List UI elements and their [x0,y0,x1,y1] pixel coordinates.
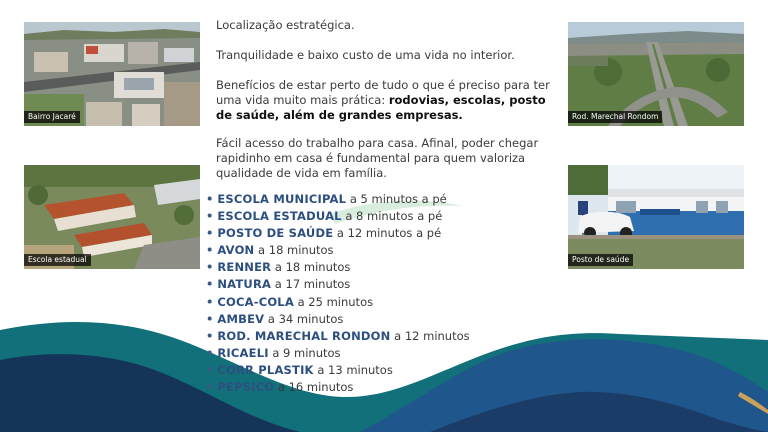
distance-time: a 16 minutos [277,380,354,395]
distance-time: a 5 minutos a pé [349,192,447,206]
distance-item [206,311,470,328]
distance-item [206,379,470,396]
intro-line-tranquility: Tranquilidade e baixo custo de uma vida no interior. [216,48,515,62]
distance-place-name: ESCOLA MUNICIPAL [217,192,347,206]
distance-time: a 13 minutos [317,362,393,377]
distance-time: a 12 minutos [394,328,470,343]
photo-caption: Posto de saúde [568,254,633,266]
distance-place-name: AVON [217,243,255,258]
photo-caption: Bairro Jacaré [24,111,80,123]
photo-caption: Rod. Marechal Rondom [568,111,662,123]
bullet-icon: • [206,380,214,395]
distance-item [206,259,470,276]
distance-item [206,294,470,311]
bullet-icon: • [206,192,214,206]
intro-benefits-paragraph [216,78,561,123]
distance-place-name: PEPSICO [217,380,275,395]
distance-place-name: ESCOLA ESTADUAL [217,209,342,224]
photo-rod-marechal-rondom [568,22,744,126]
distance-time: a 9 minutos [272,345,341,360]
distance-item [206,276,470,293]
distance-item [206,362,470,379]
distance-time: a 17 minutos [274,277,351,292]
distance-time: a 12 minutos a pé [336,226,442,241]
distance-item [206,208,470,225]
photo-caption: Escola estadual [24,254,91,266]
distance-place-name: POSTO DE SAÚDE [217,226,334,241]
bullet-icon: • [206,226,214,241]
distance-place-name: CORR PLASTIK [217,362,314,377]
photo-escola-estadual [24,165,200,269]
benefits-bold-text: rodovias, escolas, posto de saúde, além de grandes empresas. [216,93,546,122]
bullet-icon: • [206,345,214,360]
distance-time: a 18 minutos [274,260,351,275]
intro-line-strategic-location: Localização estratégica. [216,18,355,32]
benefits-text: Benefícios de estar perto de tudo o que é preciso para ter uma vida muito mais prática: [216,78,550,107]
distance-place-name: COCA-COLA [217,294,294,309]
distance-time: a 25 minutos [297,294,374,309]
distance-place-name: ROD. MARECHAL RONDON [217,328,391,343]
distance-place-name: NATURA [217,277,272,292]
photo-bairro-jacare [24,22,200,126]
distance-item [206,345,470,362]
distance-item [206,191,470,208]
bullet-icon: • [206,277,214,292]
bullet-icon: • [206,362,214,377]
bullet-icon: • [206,260,214,275]
distance-item [206,225,470,242]
distance-item [206,328,470,345]
bullet-icon: • [206,209,214,224]
photo-posto-de-saude [568,165,744,269]
distance-time: a 8 minutos a pé [345,209,443,224]
distance-time: a 34 minutos [267,311,344,326]
bullet-icon: • [206,328,214,343]
bullet-icon: • [206,294,214,309]
distance-item [206,242,470,259]
distances-list [206,191,470,396]
distance-place-name: RICAELI [217,345,269,360]
distance-place-name: AMBEV [217,311,265,326]
bullet-icon: • [206,311,214,326]
bullet-icon: • [206,243,214,258]
intro-access-paragraph: Fácil acesso do trabalho para casa. Afinal, poder chegar rapidinho em casa é fundamental para quem valoriza qualidade de vida em família. [216,136,539,180]
distance-place-name: RENNER [217,260,272,275]
distance-time: a 18 minutos [258,243,334,258]
